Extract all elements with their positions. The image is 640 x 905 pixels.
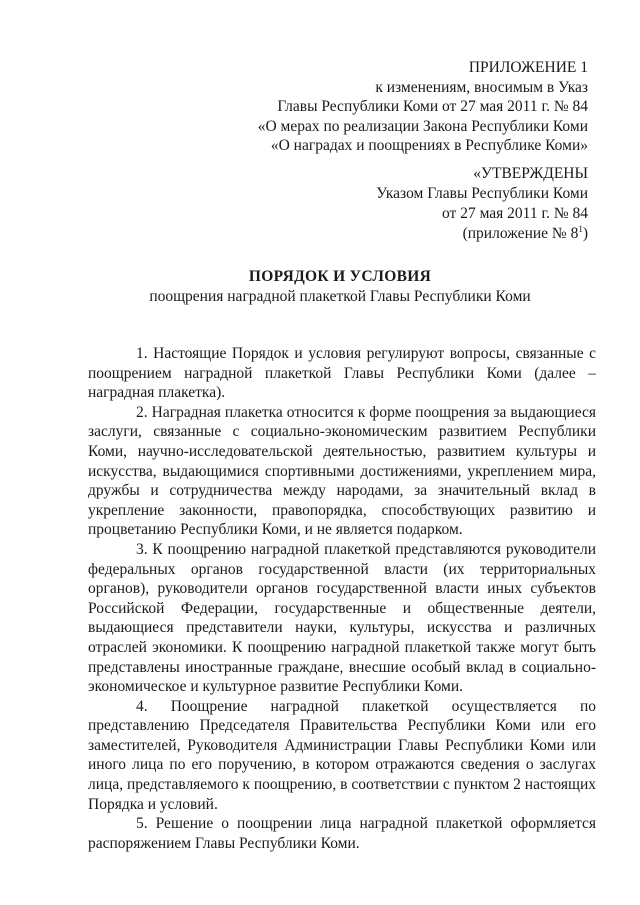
paragraph-3: 3. К поощрению наградной плакеткой представляются руководители федеральных органов государственной власти (их территориальных органов), руководители органов государственной власти иных субъектов Российской Федерации, государственные и общественные деятели, выдающиеся представители науки, культуры, искусства и различных отраслей экономики. К поощрению наградной плакеткой также могут быть представлены иностранные граждане, внесшие особый вклад в социально-экономическое и культурное развитие Республики Коми.	[88, 540, 596, 696]
approval-closing-paren: )	[582, 225, 588, 242]
approval-superscript: 1	[578, 223, 583, 234]
appendix-header	[168, 58, 588, 156]
approval-line: от 27 мая 2011 г. № 84	[442, 205, 588, 222]
appendix-line: к изменениям, вносимым в Указ	[375, 78, 588, 96]
approval-line	[168, 224, 588, 244]
paragraph-2: 2. Наградная плакетка относится к форме поощрения за выдающиеся заслуги, связанные с социально-экономическим развитием Республики Коми, научно-исследовательской деятельностью, развитием культуры и искусства, выдающимися спортивными достижениями, укреплением мира, дружбы и сотрудничества между народами, за значительный вклад в укрепление законности, правопорядка, способствующих развитию и процветанию Республики Коми, и не является подарком.	[88, 403, 596, 539]
appendix-title: ПРИЛОЖЕНИЕ 1	[468, 59, 588, 76]
appendix-line: «О наградах и поощрениях в Республике Коми»	[270, 137, 588, 154]
appendix-line: Главы Республики Коми от 27 мая 2011 г. № 84	[277, 98, 588, 115]
document-title: ПОРЯДОК И УСЛОВИЯ	[248, 268, 432, 285]
paragraph-4: 4. Поощрение наградной плакеткой осуществляется по представлению Председателя Правительства Республики Коми или его заместителей, Руководителя Администрации Главы Республики Коми или иного лица по его поручению, в котором отражаются сведения о заслугах лица, представляемого к поощрению, в соответствии с пунктом 2 настоящих Порядка и условий.	[88, 697, 596, 813]
approval-block	[168, 164, 588, 244]
approval-line: Указом Главы Республики Коми	[376, 185, 588, 202]
paragraph-1: 1. Настоящие Порядок и условия регулируют вопросы, связанные с поощрением наградной плакеткой Главы Республики Коми (далее – наградная плакетка).	[88, 345, 596, 402]
title-block	[80, 266, 600, 307]
approval-attachment-text: (приложение № 8	[462, 225, 579, 242]
document-subtitle: поощрения наградной плакеткой Главы Республики Коми	[149, 288, 531, 305]
paragraph-5: 5. Решение о поощрении лица наградной плакеткой оформляется распоряжением Главы Республики Коми.	[88, 815, 596, 852]
document-body	[88, 344, 596, 853]
appendix-line: «О мерах по реализации Закона Республики Коми	[257, 117, 588, 135]
approval-line: «УТВЕРЖДЕНЫ	[473, 165, 588, 182]
